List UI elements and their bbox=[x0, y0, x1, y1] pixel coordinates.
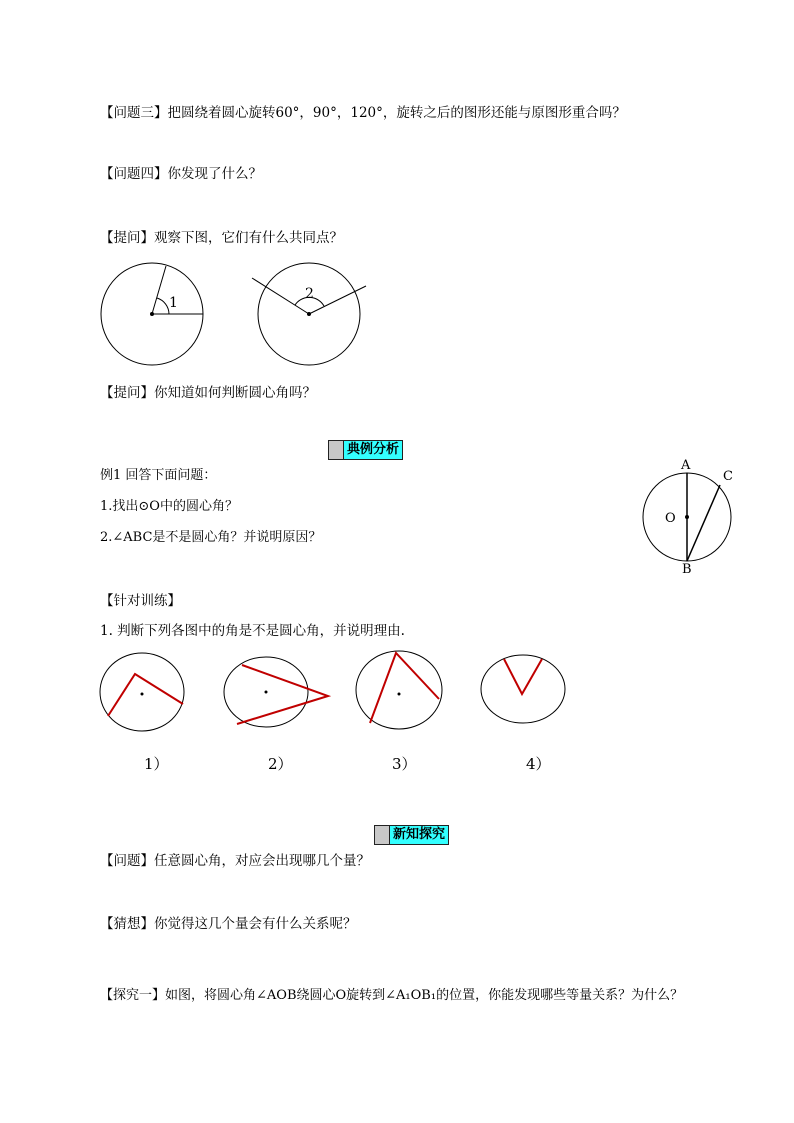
point-label-o: O bbox=[665, 511, 676, 526]
figure-caption-2: 2） bbox=[268, 755, 293, 773]
guess-relation: 【猜想】你觉得这几个量会有什么关系呢？ bbox=[100, 916, 357, 932]
point-label-b: B bbox=[682, 562, 692, 577]
example-item-1: 1.找出⊙O中的圆心角？ bbox=[100, 499, 238, 514]
ask-judge: 【提问】你知道如何判断圆心角吗？ bbox=[100, 385, 316, 401]
figure-caption-3: 3） bbox=[392, 755, 417, 773]
question-quantities: 【问题】任意圆心角，对应会出现哪几个量？ bbox=[100, 853, 370, 869]
point-label-a: A bbox=[681, 458, 691, 473]
angle-label-1: 1 bbox=[169, 295, 178, 311]
training-title: 【针对训练】 bbox=[100, 593, 181, 609]
training-figures bbox=[95, 650, 575, 735]
question-four: 【问题四】你发现了什么？ bbox=[100, 166, 262, 182]
figure-caption-1: 1） bbox=[144, 755, 169, 773]
training-figure-2 bbox=[224, 657, 328, 727]
central-angle-figures bbox=[95, 258, 375, 370]
section-header-examples bbox=[328, 440, 403, 460]
explore-one: 【探究一】如图，将圆心角∠AOB绕圆心O旋转到∠A₁OB₁的位置，你能发现哪些等量关系？为什么？ bbox=[100, 988, 684, 1003]
training-figure-4 bbox=[481, 655, 565, 723]
training-figure-3 bbox=[356, 651, 442, 729]
question-three: 【问题三】把圆绕着圆心旋转60°，90°，120°，旋转之后的图形还能与原图形重合吗？ bbox=[100, 105, 626, 121]
figure-caption-4: 4） bbox=[526, 755, 551, 773]
example-title: 例1 回答下面问题： bbox=[100, 468, 217, 483]
ask-observe: 【提问】观察下图，它们有什么共同点？ bbox=[100, 230, 343, 246]
example-circle-figure bbox=[640, 455, 740, 580]
section-title: 典例分析 bbox=[344, 441, 402, 459]
circle-figure-1 bbox=[101, 263, 203, 365]
header-marker bbox=[329, 441, 344, 459]
training-prompt: 1. 判断下列各图中的角是不是圆心角，并说明理由. bbox=[100, 623, 405, 639]
training-figure-1 bbox=[100, 653, 184, 731]
header-marker bbox=[375, 826, 390, 844]
angle-label-2: 2 bbox=[305, 286, 314, 302]
circle-figure-2 bbox=[252, 263, 366, 365]
example-item-2: 2.∠ABC是不是圆心角？并说明原因？ bbox=[100, 530, 322, 545]
point-label-c: C bbox=[723, 469, 733, 484]
section-title: 新知探究 bbox=[390, 826, 448, 844]
section-header-explore bbox=[374, 825, 449, 845]
